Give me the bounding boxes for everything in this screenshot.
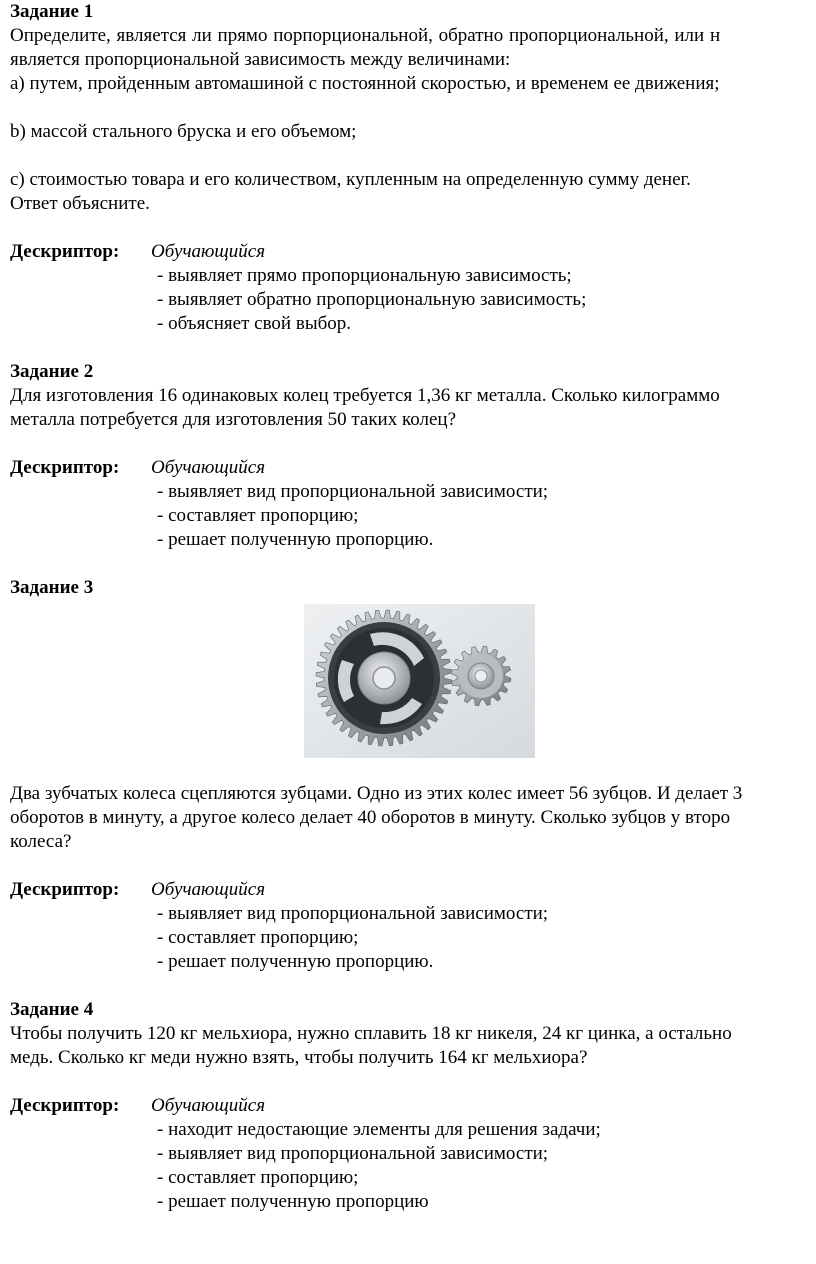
descriptor-item: - решает полученную пропорцию.: [157, 529, 434, 550]
task-text-line: а) путем, пройденным автомашиной с постоянной скоростью, и временем ее движения;: [10, 73, 720, 94]
blank-line: [10, 1070, 816, 1094]
task-text-line: оборотов в минуту, а другое колесо делает 40 оборотов в минуту. Сколько зубцов у второ: [10, 807, 731, 828]
blank-line: [10, 974, 816, 998]
descriptor-row: [10, 456, 816, 480]
descriptor-item: - составляет пропорцию;: [157, 1167, 359, 1188]
task-text-line: Для изготовления 16 одинаковых колец требуется 1,36 кг металла. Сколько килограммо: [10, 385, 720, 406]
task-text-line: колеса?: [10, 831, 72, 852]
small-gear-bore: [475, 670, 487, 682]
task-2: [10, 360, 816, 552]
descriptor-intro: Обучающийся: [151, 879, 266, 900]
task-1: [10, 0, 816, 336]
descriptor-row: [10, 878, 816, 902]
descriptor-item: - выявляет вид пропорциональной зависимости;: [157, 903, 549, 924]
blank-line: [10, 432, 816, 456]
descriptor-item: - решает полученную пропорцию: [157, 1191, 429, 1212]
task-text-line: металла потребуется для изготовления 50 таких колец?: [10, 409, 456, 430]
task-3: [10, 576, 816, 974]
descriptor-label: Дескриптор:: [10, 457, 120, 478]
task-title: Задание 4: [10, 999, 94, 1020]
descriptor-intro: Обучающийся: [151, 1095, 266, 1116]
descriptor-item: - находит недостающие элементы для решения задачи;: [157, 1119, 601, 1140]
blank-line: [10, 144, 816, 168]
descriptor-item: - решает полученную пропорцию.: [157, 951, 434, 972]
blank-line: [10, 758, 816, 782]
gears-image: [304, 604, 535, 758]
blank-line: [10, 552, 816, 576]
task-title: Задание 1: [10, 1, 94, 22]
descriptor-item: - выявляет вид пропорциональной зависимости;: [157, 1143, 549, 1164]
descriptor-item: - выявляет прямо пропорциональную зависимость;: [157, 265, 572, 286]
descriptor-label: Дескриптор:: [10, 879, 120, 900]
descriptor-item: - выявляет обратно пропорциональную зависимость;: [157, 289, 587, 310]
task-title: Задание 3: [10, 577, 94, 598]
blank-line: [10, 216, 816, 240]
big-gear-bore: [373, 667, 395, 689]
descriptor-item: - объясняет свой выбор.: [157, 313, 352, 334]
descriptor-label: Дескриптор:: [10, 1095, 120, 1116]
task-text-line: Определите, является ли прямо порпорциональной, обратно пропорциональной, или н: [10, 25, 721, 46]
descriptor-item: - составляет пропорцию;: [157, 927, 359, 948]
descriptor-item: - выявляет вид пропорциональной зависимости;: [157, 481, 549, 502]
descriptor-row: [10, 240, 816, 264]
task-text-line: является пропорциональной зависимость между величинами:: [10, 49, 511, 70]
task-text-line: Ответ объясните.: [10, 193, 150, 214]
blank-line: [10, 336, 816, 360]
blank-line: [10, 854, 816, 878]
blank-line: [10, 96, 816, 120]
descriptor-item: - составляет пропорцию;: [157, 505, 359, 526]
document-page: [10, 0, 816, 1214]
task-text-line: c) стоимостью товара и его количеством, купленным на определенную сумму денег.: [10, 169, 691, 190]
descriptor-row: [10, 1094, 816, 1118]
task-4: [10, 998, 816, 1214]
task-text-line: медь. Сколько кг меди нужно взять, чтобы получить 164 кг мельхиора?: [10, 1047, 588, 1068]
task-text-line: Чтобы получить 120 кг мельхиора, нужно сплавить 18 кг никеля, 24 кг цинка, а остально: [10, 1023, 732, 1044]
task-text-line: b) массой стального бруска и его объемом;: [10, 121, 357, 142]
descriptor-label: Дескриптор:: [10, 241, 120, 262]
task-title: Задание 2: [10, 361, 94, 382]
descriptor-intro: Обучающийся: [151, 457, 266, 478]
descriptor-intro: Обучающийся: [151, 241, 266, 262]
task-text-line: Два зубчатых колеса сцепляются зубцами. Одно из этих колес имеет 56 зубцов. И делает 3: [10, 783, 743, 804]
